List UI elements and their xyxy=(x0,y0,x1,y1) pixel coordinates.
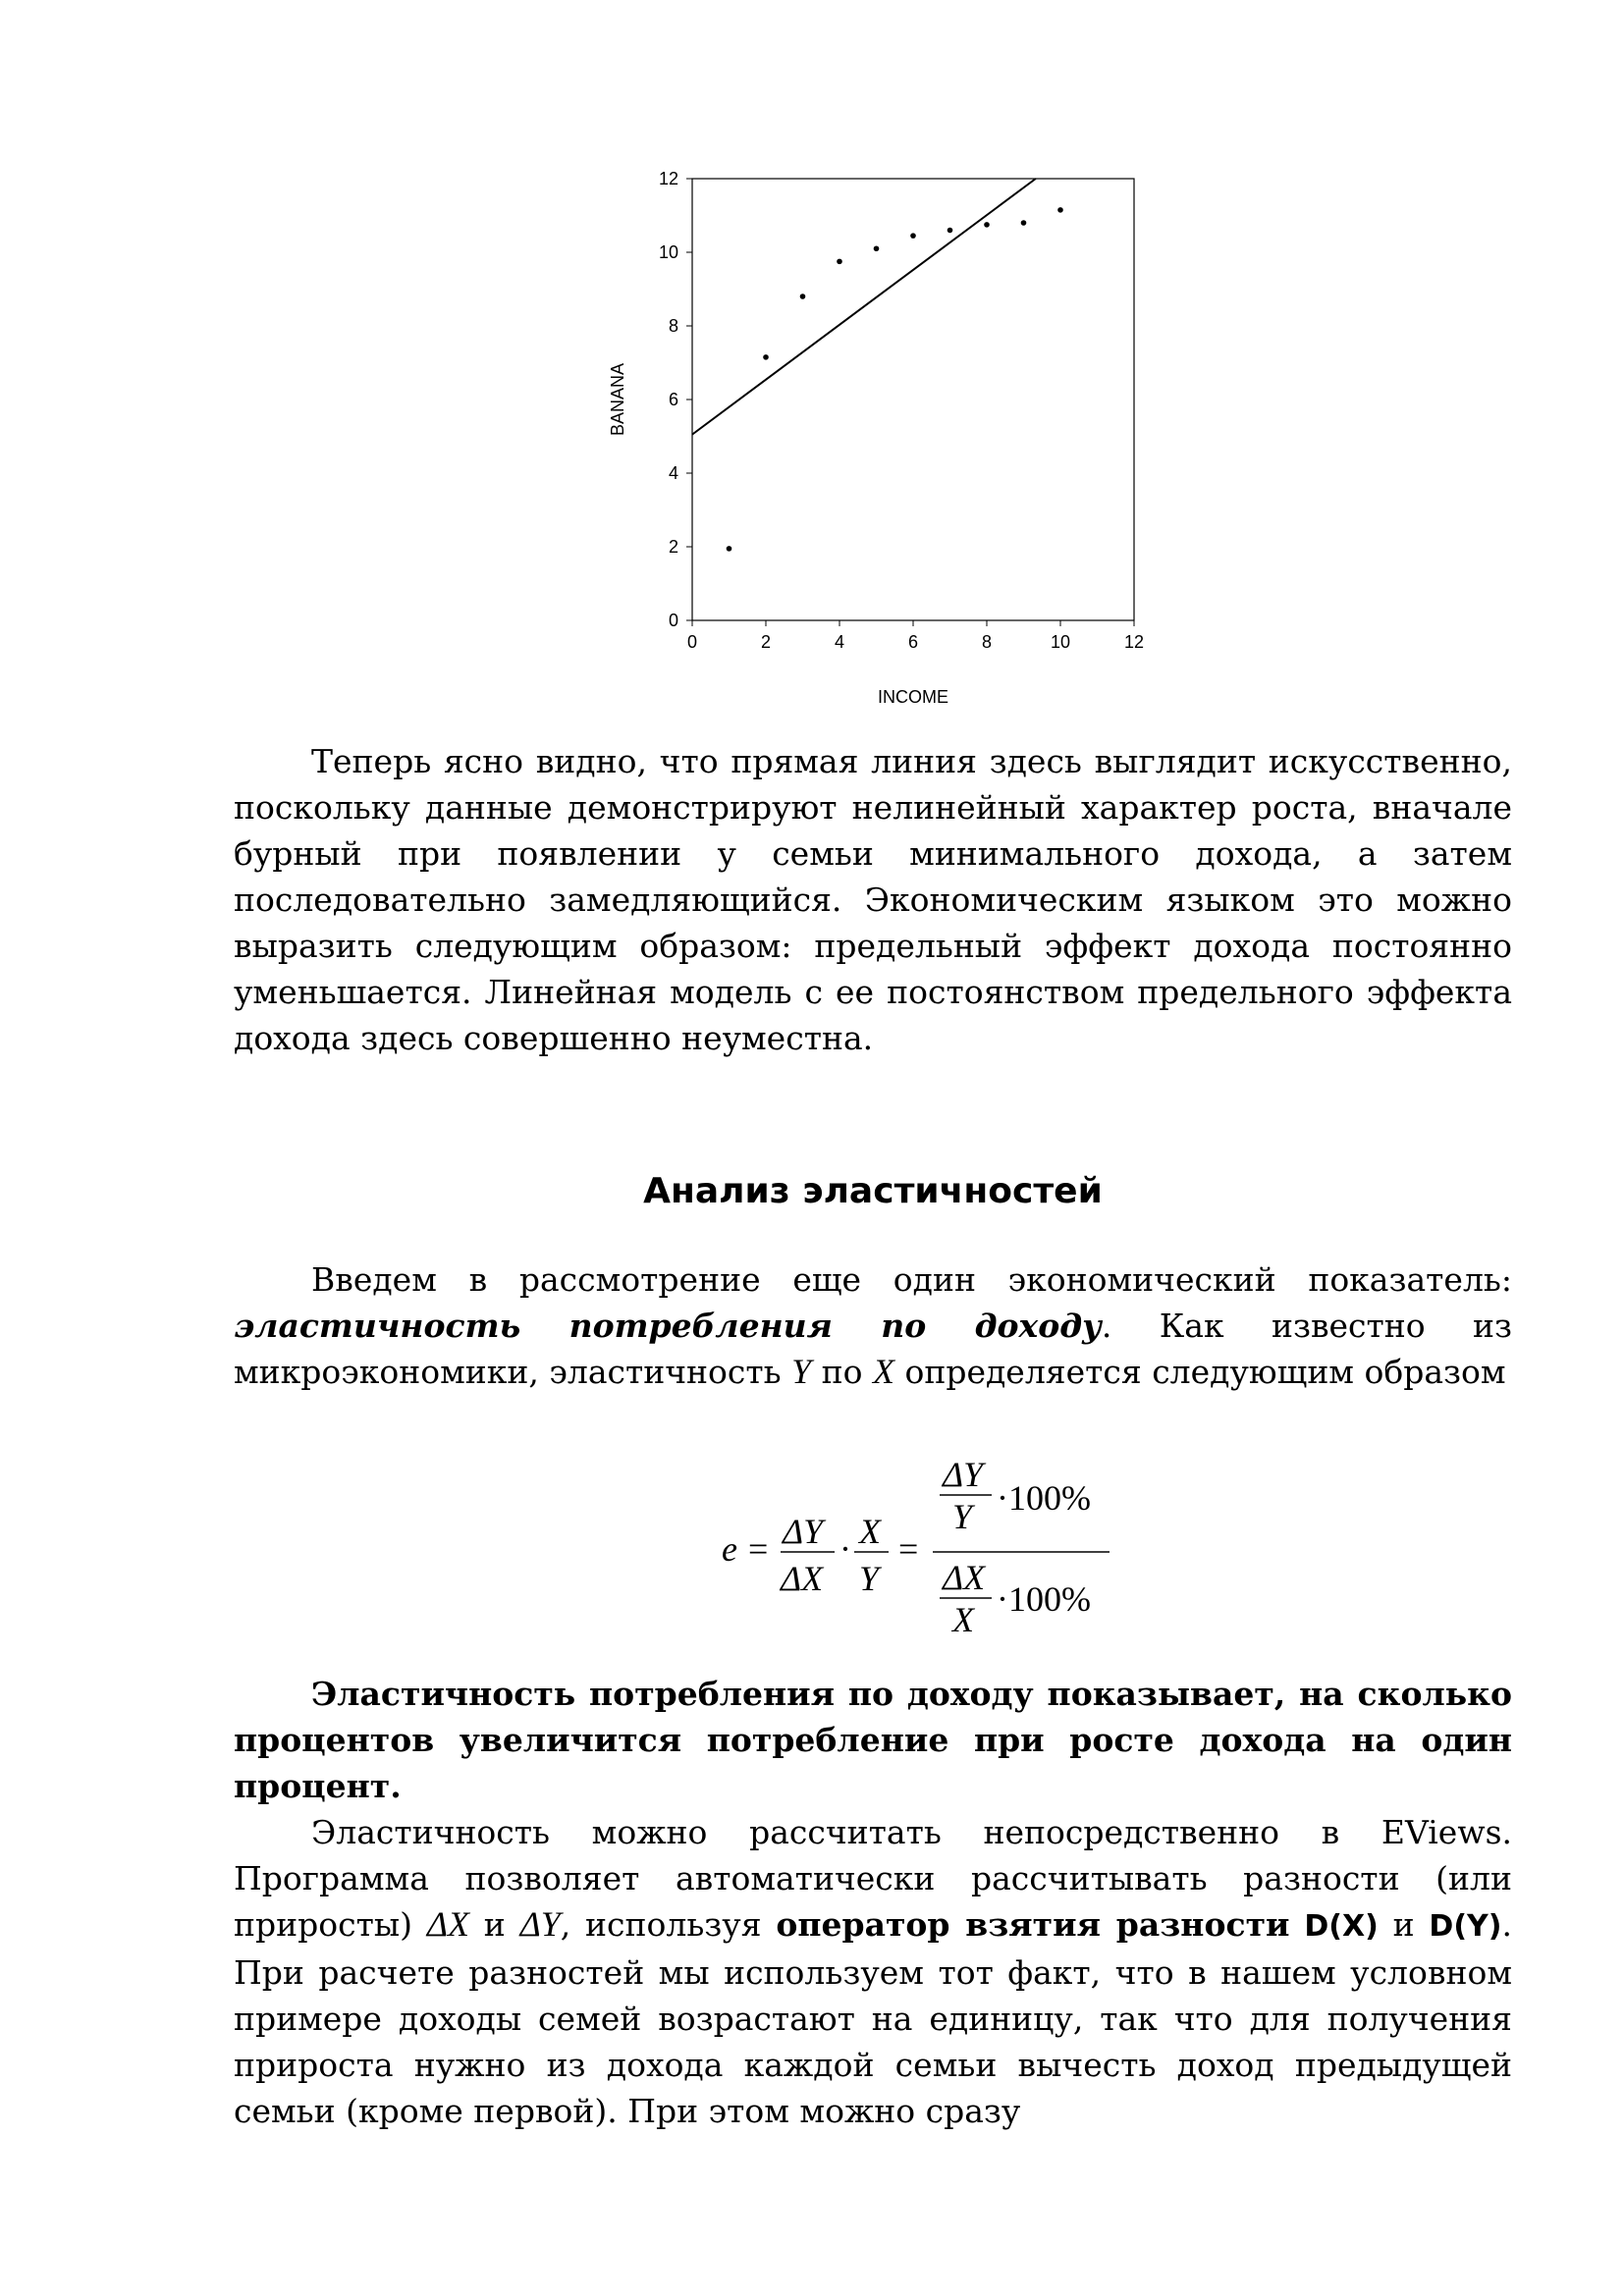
formula-pct-bottom: ·100% xyxy=(997,1579,1091,1619)
data-point xyxy=(874,245,880,251)
p4-part-c: , используя xyxy=(560,1905,777,1944)
x-tick-label: 10 xyxy=(1050,632,1071,652)
elasticity-formula xyxy=(712,1455,1124,1641)
data-point xyxy=(800,294,806,299)
paragraph-nonlinear xyxy=(234,738,1512,1061)
y-tick-label: 12 xyxy=(658,169,678,188)
formula-e: e xyxy=(722,1529,737,1569)
chart-svg xyxy=(569,157,1178,717)
y-tick-label: 4 xyxy=(668,463,678,483)
data-point xyxy=(947,228,953,234)
p4-part-d: и xyxy=(1378,1905,1430,1944)
delta-x: ΔX xyxy=(426,1904,469,1944)
elasticity-term: эластичность потребления по доходу xyxy=(234,1307,1102,1345)
data-point xyxy=(1021,220,1027,226)
data-point xyxy=(910,233,916,239)
section-heading: Анализ эластичностей xyxy=(643,1171,1103,1211)
formula-dy-top: ΔY xyxy=(943,1455,984,1494)
formula-equals-2: = xyxy=(898,1529,919,1569)
formula-dx-den: ΔX xyxy=(781,1559,824,1598)
data-point xyxy=(984,222,990,228)
x-tick-label: 4 xyxy=(834,632,845,652)
formula-y-top: Y xyxy=(952,1497,973,1536)
formula-pct-top: ·100% xyxy=(997,1478,1091,1518)
x-tick-label: 2 xyxy=(760,632,772,652)
formula-y-den: Y xyxy=(859,1559,880,1598)
data-point xyxy=(1057,207,1063,213)
formula-svg xyxy=(712,1455,1124,1641)
scatter-chart xyxy=(569,157,1178,717)
data-point xyxy=(727,546,732,552)
p2-part-a: Введем в рассмотрение еще один экономический показатель: xyxy=(311,1260,1512,1299)
y-axis-label: BANANA xyxy=(608,362,627,437)
formula-x-bottom: X xyxy=(952,1600,974,1639)
y-tick-label: 8 xyxy=(668,316,678,336)
y-tick-label: 0 xyxy=(668,611,678,630)
formula-dx-bottom: ΔX xyxy=(943,1558,986,1597)
paragraph-eviews xyxy=(234,1809,1512,2134)
operator-dx: D(X) xyxy=(1304,1909,1379,1944)
formula-equals-1: = xyxy=(748,1529,769,1569)
data-point xyxy=(763,354,769,360)
bold-definition: Эластичность потребления по доходу показывает, на сколько процентов увеличится потребление при росте дохода на один процент. xyxy=(234,1675,1512,1805)
formula-dy-num: ΔY xyxy=(783,1512,824,1551)
p2-part-b: . Как известно из микроэкономики, эластичность xyxy=(234,1307,1512,1391)
y-tick-label: 2 xyxy=(668,537,678,557)
var-y: Y xyxy=(791,1352,812,1391)
delta-y: ΔY xyxy=(519,1904,561,1944)
p4-part-a: Эластичность можно рассчитать непосредственно в EViews. Программа позволяет автоматически рассчитывать разности (или приросты) xyxy=(234,1813,1512,1944)
p4-part-b: и xyxy=(468,1905,520,1944)
plot-frame xyxy=(692,179,1134,620)
y-tick-label: 10 xyxy=(658,242,678,262)
data-point xyxy=(837,259,842,265)
var-x: X xyxy=(872,1352,894,1391)
x-tick-label: 0 xyxy=(686,632,698,652)
y-tick-label: 6 xyxy=(668,390,678,409)
p4-part-e: . При расчете разностей мы используем тот факт, что в нашем условном примере доходы семей возрастают на единицу, так что для получения прироста нужно из дохода каждой семьи вычесть доход предыдущей семьи (кроме первой). При этом можно сразу xyxy=(234,1905,1512,2130)
difference-operator: оператор взятия разности xyxy=(776,1905,1290,1944)
fit-line xyxy=(692,179,1036,435)
x-tick-label: 6 xyxy=(907,632,919,652)
p2-part-c: по xyxy=(811,1353,873,1391)
paragraph-text: Теперь ясно видно, что прямая линия здесь выглядит искусственно, поскольку данные демонстрируют нелинейный характер роста, вначале бурный при появлении у семьи минимального дохода, а затем последовательно замедляющийся. Экономическим языком это можно выразить следующим образом: предельный эффект дохода постоянно уменьшается. Линейная модель с ее постоянством предельного эффекта дохода здесь совершенно неуместна. xyxy=(234,742,1512,1057)
paragraph-elasticity-intro xyxy=(234,1256,1512,1395)
formula-x-num: X xyxy=(859,1512,881,1551)
paragraph-elasticity-definition xyxy=(234,1671,1512,1809)
x-axis-label: INCOME xyxy=(878,687,948,707)
x-tick-label: 8 xyxy=(981,632,993,652)
operator-dy: D(Y) xyxy=(1429,1909,1502,1944)
x-tick-label: 12 xyxy=(1123,632,1145,652)
formula-dot: · xyxy=(839,1529,851,1569)
p2-part-d: определяется следующим образом xyxy=(893,1353,1506,1391)
